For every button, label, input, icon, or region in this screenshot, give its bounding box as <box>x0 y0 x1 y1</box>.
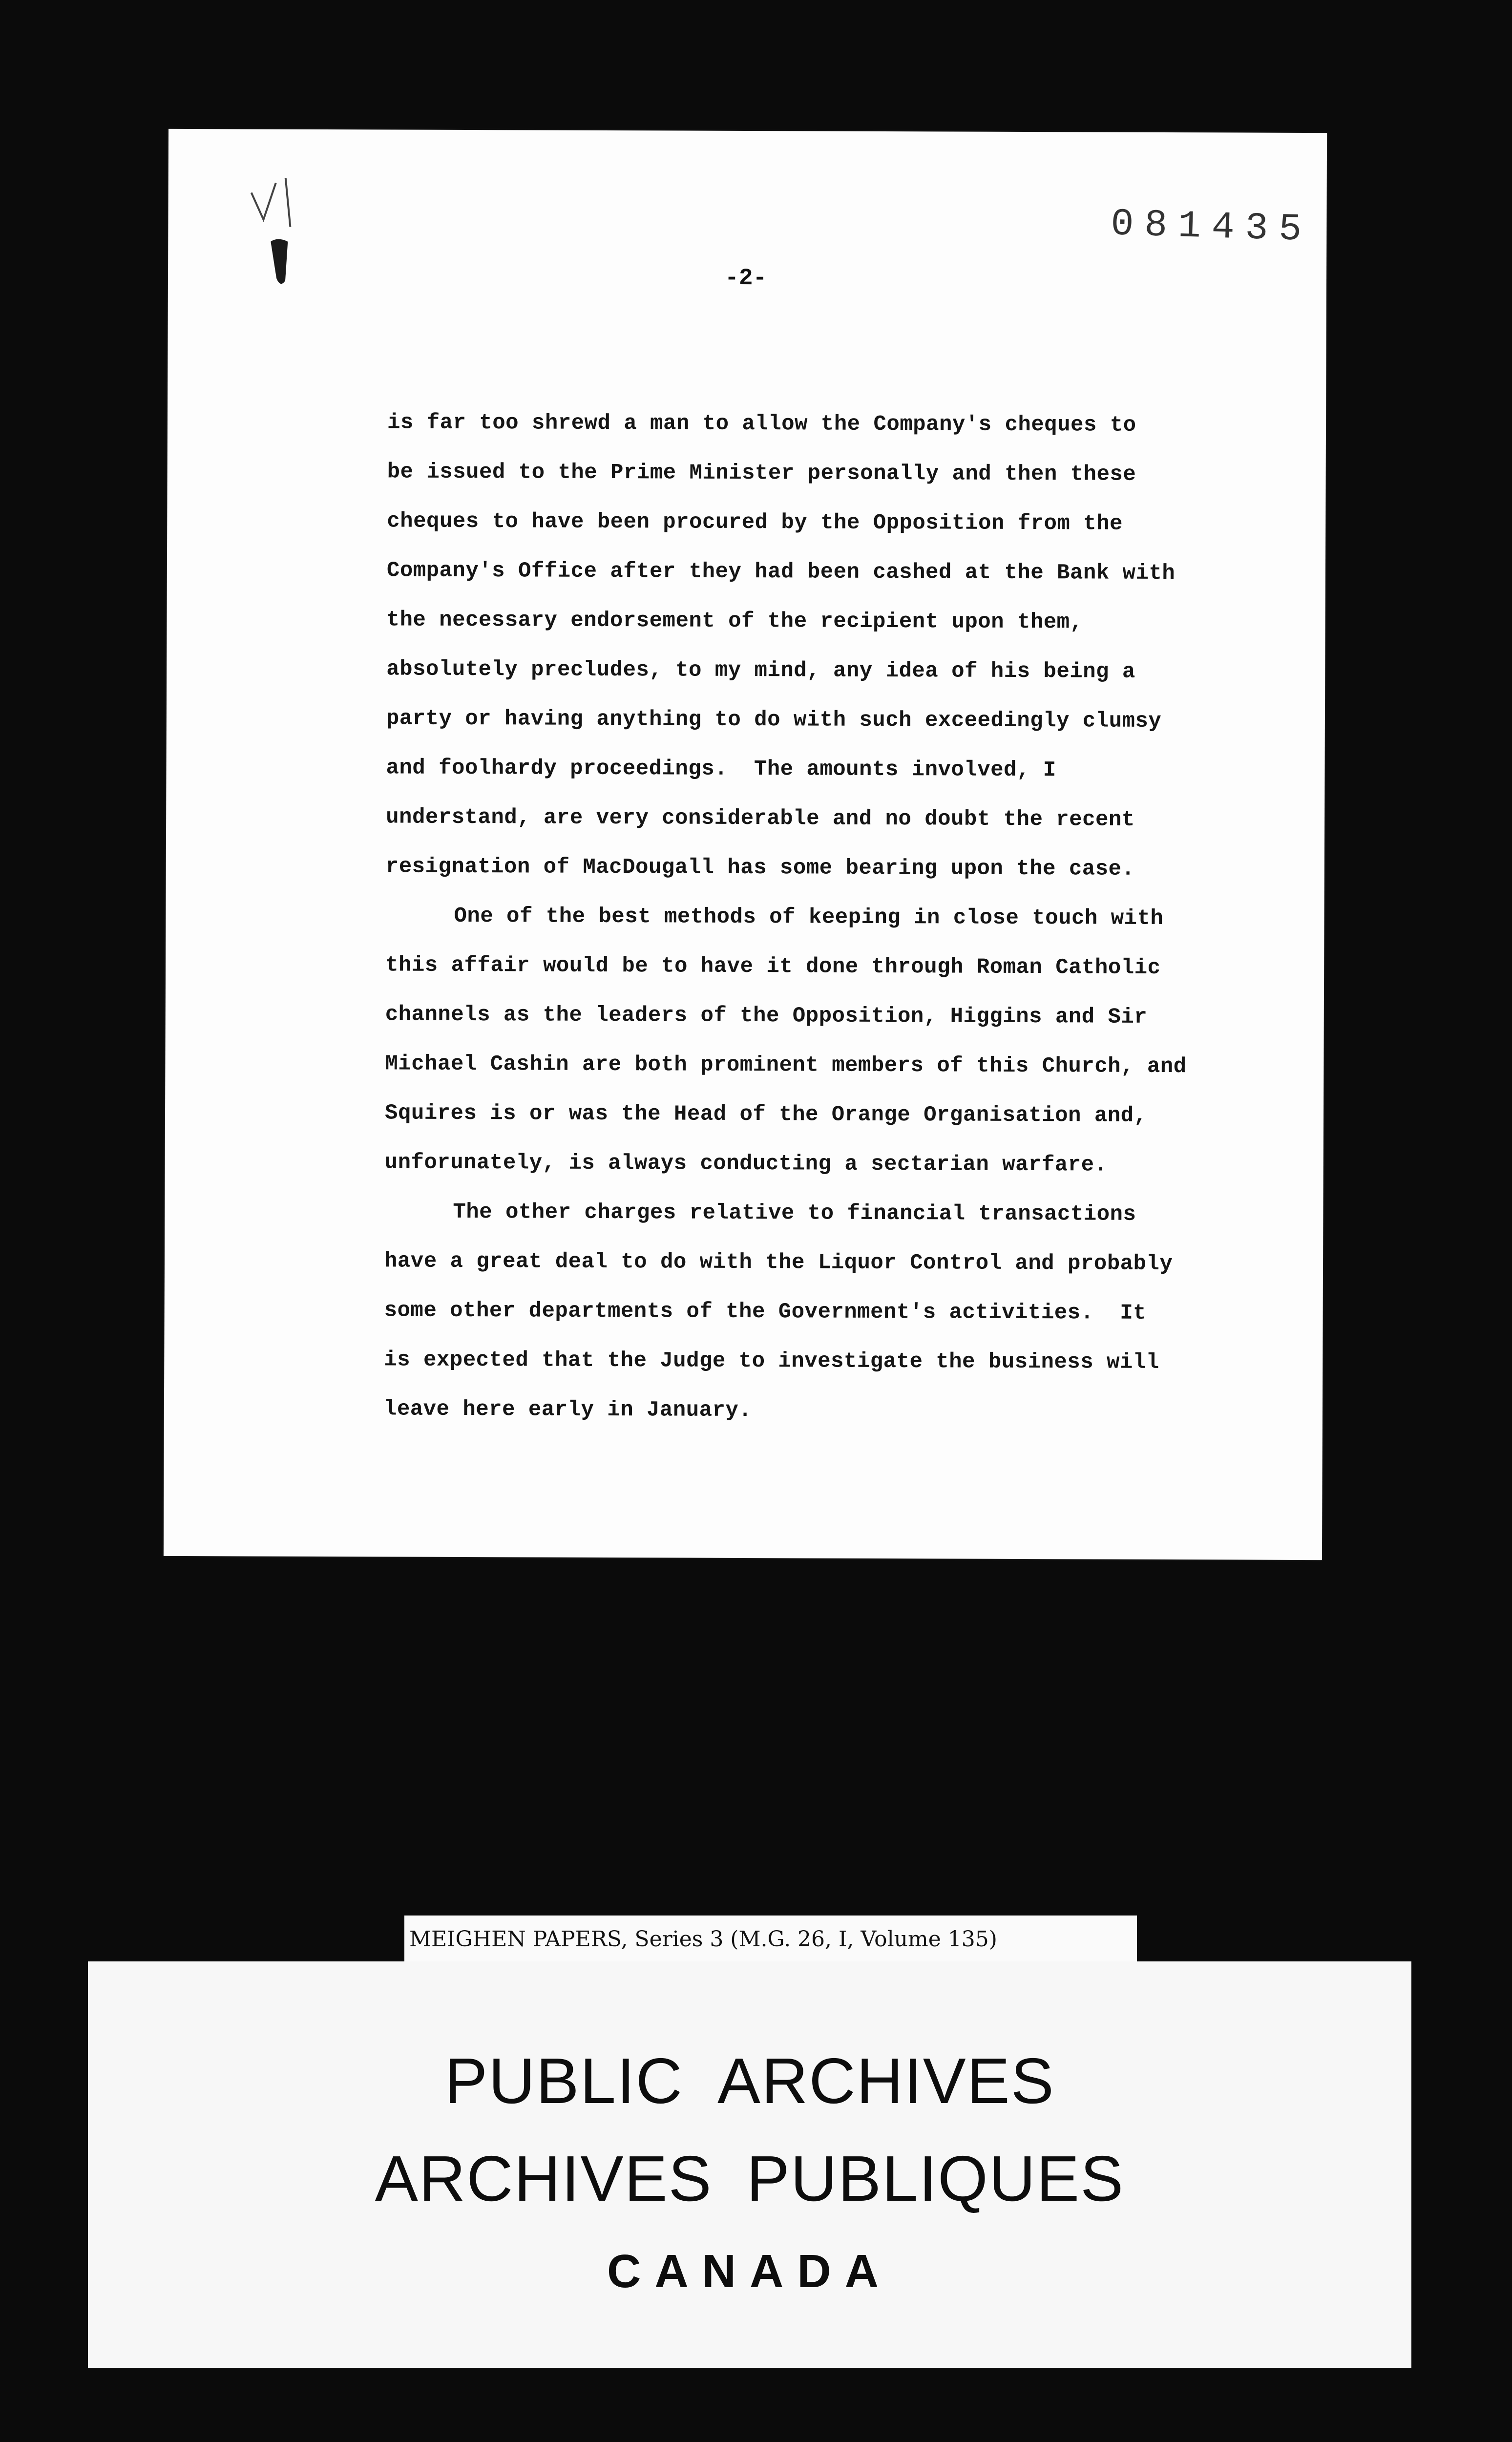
text-line: understand, are very considerable and no doubt the recent <box>386 805 1135 832</box>
text-line: One of the best methods of keeping in close touch with <box>454 904 1164 931</box>
stamp-line-archives-publiques <box>88 2142 1411 2215</box>
stamp-word: PUBLIQUES <box>746 2143 1125 2214</box>
text-line: leave here early in January. <box>383 1397 752 1423</box>
text-line: cheques to have been procured by the Opposition from the <box>387 509 1123 536</box>
text-line: is far too shrewd a man to allow the Company's cheques to <box>387 410 1136 438</box>
document-number: 081435 <box>1110 203 1313 252</box>
stamp-word: PUBLIC <box>444 2045 683 2117</box>
letter-page <box>164 129 1327 1560</box>
series-label: MEIGHEN PAPERS, Series 3 (M.G. 26, I, Volume 135) <box>404 1916 1137 1963</box>
stamp-word: ARCHIVES <box>717 2045 1055 2117</box>
text-line: unforunately, is always conducting a sectarian warfare. <box>384 1150 1108 1178</box>
stamp-line-public-archives <box>88 2044 1411 2118</box>
text-line: channels as the leaders of the Opposition, Higgins and Sir <box>385 1002 1148 1030</box>
paragraph-1 <box>386 398 1316 895</box>
text-line: resignation of MacDougall has some bearing upon the case. <box>385 854 1135 882</box>
text-line: Squires is or was the Head of the Orange Organisation and, <box>384 1101 1147 1128</box>
letter-body <box>384 398 1315 1437</box>
archives-stamp <box>88 1961 1411 2368</box>
text-line: The other charges relative to financial transactions <box>453 1200 1136 1227</box>
text-line: is expected that the Judge to investigate the business will <box>384 1347 1159 1375</box>
text-line: be issued to the Prime Minister personally and then these <box>387 460 1136 487</box>
text-line: some other departments of the Government's activities. It <box>384 1298 1147 1326</box>
paragraph-2 <box>385 891 1314 1191</box>
text-line: Company's Office after they had been cashed at the Bank with <box>386 558 1176 586</box>
text-line: absolutely precludes, to my mind, any idea of his being a <box>386 657 1135 684</box>
text-line: have a great deal to do with the Liquor Control and probably <box>384 1249 1173 1277</box>
text-line: this affair would be to have it done through Roman Catholic <box>385 953 1161 980</box>
text-line: party or having anything to do with such exceedingly clumsy <box>386 706 1162 734</box>
handwritten-check-mark <box>241 173 300 290</box>
page-number: -2- <box>724 265 767 292</box>
paragraph-3 <box>384 1187 1313 1437</box>
text-line: and foolhardy proceedings. The amounts involved, I <box>386 756 1056 783</box>
stamp-word: ARCHIVES <box>375 2143 713 2214</box>
text-line: Michael Cashin are both prominent members of this Church, and <box>385 1052 1187 1079</box>
text-line: the necessary endorsement of the recipient upon them, <box>386 608 1083 635</box>
stamp-line-canada: CANADA <box>607 2245 892 2297</box>
